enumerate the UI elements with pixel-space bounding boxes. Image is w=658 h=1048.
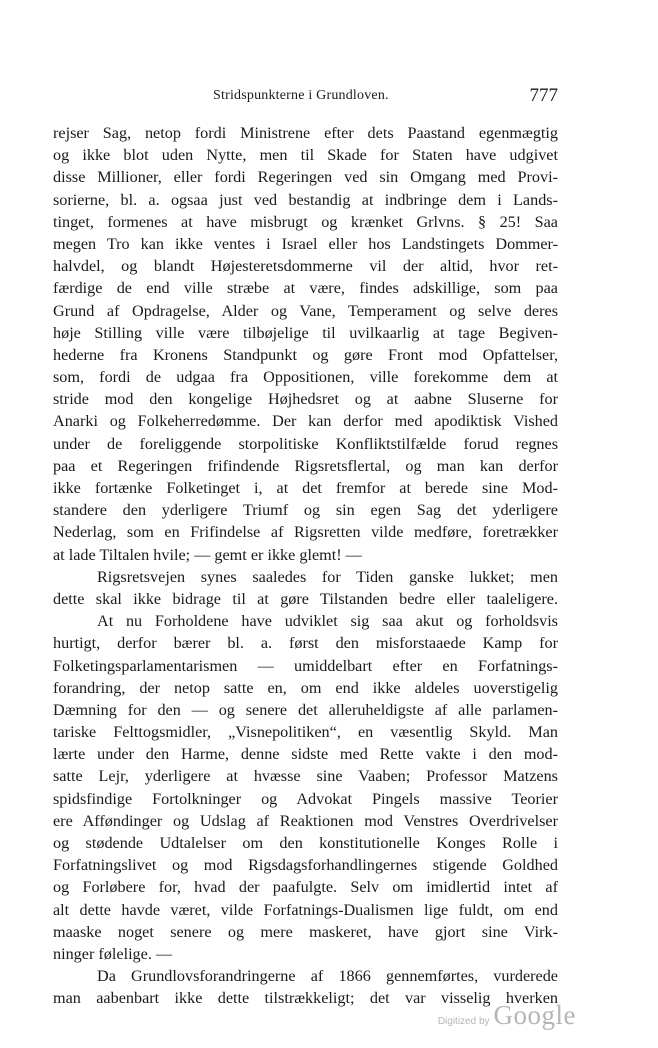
text-line: man aabenbart ikke dette tilstrækkeligt; det var visselig hverken — [53, 989, 558, 1008]
text-line: Nederlag, som en Frifindelse af Rigsretten vilde medføre, foretrækker — [53, 523, 558, 542]
text-line: dette skal ikke bidrage til at gøre Tilstanden bedre eller taaleligere. — [53, 589, 558, 608]
text-line: forandring, der netop satte en, om end ikke aldeles uoverstigelig — [53, 678, 558, 697]
text-line: At nu Forholdene have udviklet sig saa akut og forholdsvis — [97, 612, 558, 631]
text-line: under de foreliggende storpolitiske Konfliktstilfælde forud regnes — [53, 434, 558, 453]
watermark-prefix: Digitized by — [437, 1016, 490, 1027]
text-line: Anarki og Folkeherredømme. Der kan derfor med apodiktisk Vished — [53, 412, 558, 431]
text-line: sorierne, bl. a. ogsaa just ved bestandig at indbringe dem i Lands- — [53, 190, 558, 209]
text-line: stride mod den kongelige Højhedsret og at aabne Sluserne for — [53, 390, 558, 409]
text-line: høje Stilling ville være tilbøjelige til uvilkaarlig at tage Begiven- — [53, 323, 558, 342]
text-line: Grund af Opdragelse, Alder og Vane, Temperament og selve deres — [53, 301, 558, 320]
running-head — [53, 85, 558, 110]
body-text — [53, 122, 558, 1010]
text-line: megen Tro kan ikke ventes i Israel eller hos Landstingets Dommer- — [53, 234, 558, 253]
text-line: standere den yderligere Triumf og sin egen Sag det yderligere — [53, 501, 558, 520]
text-line: spidsfindige Fortolkninger og Advokat Pingels massive Teorier — [53, 789, 558, 808]
digitized-by-google-watermark — [438, 1000, 576, 1031]
text-line: paa et Regeringen frifindende Rigsretsflertal, og man kan derfor — [53, 456, 558, 475]
text-line: at lade Tiltalen hvile; — gemt er ikke glemt! — — [53, 545, 362, 564]
text-line: Rigsretsvejen synes saaledes for Tiden ganske lukket; men — [97, 567, 558, 586]
text-line: Forfatningslivet og mod Rigsdagsforhandlingernes stigende Goldhed — [53, 856, 558, 875]
google-logo: Google — [493, 1000, 576, 1030]
text-line: lærte under den Harme, denne sidste med Rette vakte i den mod- — [53, 745, 558, 764]
text-line: halvdel, og blandt Højesteretsdommerne vil der altid, hvor ret- — [53, 257, 558, 276]
running-title: Stridspunkterne i Grundloven. — [213, 88, 389, 103]
text-line: tariske Felttogsmidler, „Visnepolitiken“, en væsentlig Skyld. Man — [53, 723, 558, 742]
text-line: alt dette havde været, vilde Forfatnings-Dualismen lige fuldt, om end — [53, 900, 558, 919]
text-line: Folketingsparlamentarismen — umiddelbart efter en Forfatnings- — [53, 656, 558, 675]
text-line: som, fordi de udgaa fra Oppositionen, ville forekomme dem at — [53, 368, 558, 387]
text-line: hurtigt, derfor bærer bl. a. først den misforstaaede Kamp for — [53, 634, 558, 653]
text-line: maaske noget senere og mere maskeret, have gjort sine Virk- — [53, 922, 558, 941]
text-line: Dæmning for den — og senere det alleruheldigste af alle parlamen- — [53, 700, 558, 719]
text-line: og stødende Udtalelser om den konstitutionelle Konges Rolle i — [53, 834, 558, 852]
text-line: og ikke blot uden Nytte, men til Skade for Staten have udgivet — [53, 146, 558, 165]
page-number: 777 — [529, 85, 558, 106]
text-line: ere Afføndinger og Udslag af Reaktionen mod Venstres Overdrivelser — [53, 811, 558, 830]
text-line: færdige de end ville stræbe at være, findes adskillige, som paa — [53, 279, 558, 298]
text-line: satte Lejr, yderligere at hvæsse sine Vaaben; Professor Matzens — [53, 767, 558, 786]
text-line: og Forløbere for, hvad der paafulgte. Selv om imidlertid intet af — [53, 878, 558, 897]
text-line: disse Millioner, eller fordi Regeringen ved sin Omgang med Provi- — [53, 168, 558, 187]
text-line: ikke fortænke Folketinget i, at det fremfor at berede sine Mod- — [53, 479, 558, 497]
text-line: tinget, formenes at have misbrugt og krænket Grlvns. § 25! Saa — [53, 212, 558, 231]
text-line: rejser Sag, netop fordi Ministrene efter dets Paastand egenmægtig — [53, 124, 558, 142]
text-line: hederne fra Kronens Standpunkt og gøre Front mod Opfattelser, — [53, 345, 558, 364]
text-line: ninger følelige. — — [53, 944, 173, 963]
text-line: Da Grundlovsforandringerne af 1866 gennemførtes, vurderede — [97, 967, 558, 986]
